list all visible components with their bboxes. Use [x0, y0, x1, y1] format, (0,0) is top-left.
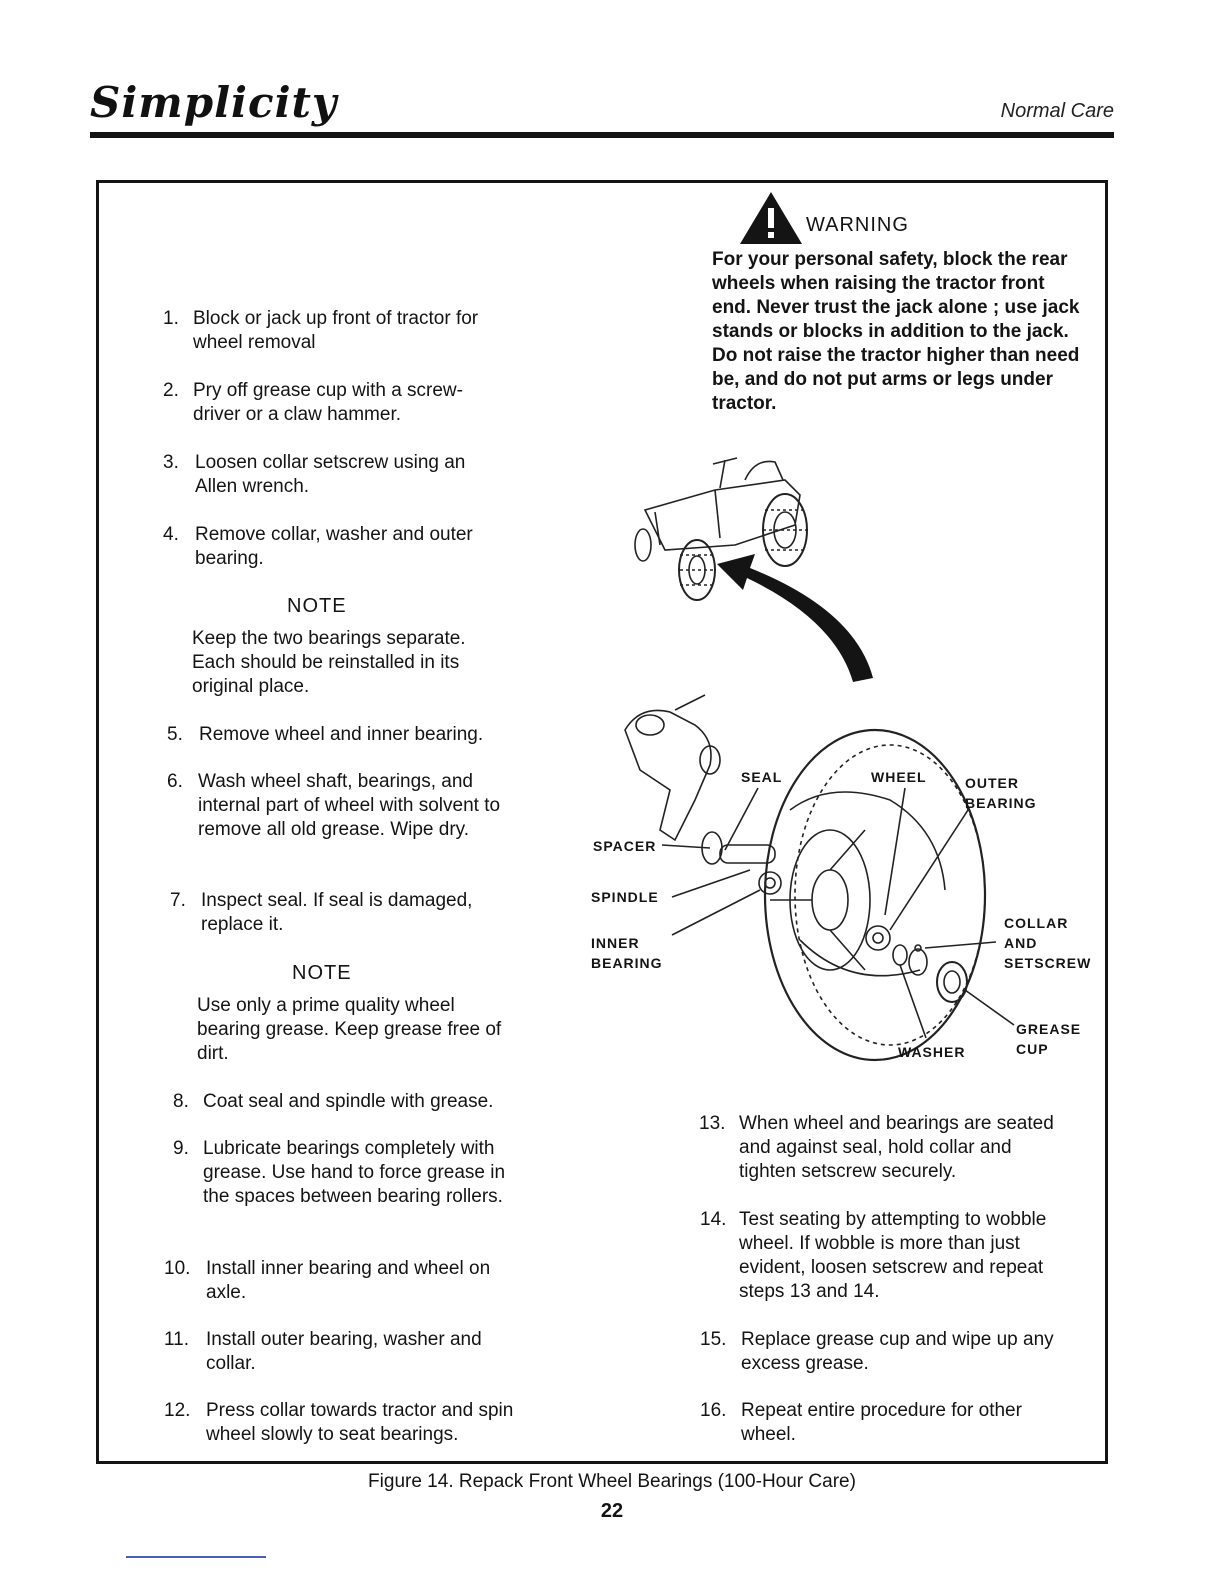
- step-number: 11.: [164, 1329, 190, 1350]
- note-text: Use only a prime quality wheel bearing grease. Keep grease free of dirt.: [197, 995, 502, 1064]
- step-number: 9.: [173, 1138, 189, 1159]
- label-washer: WASHER: [898, 1044, 966, 1060]
- step-1: [163, 307, 508, 355]
- step-15: [700, 1328, 1070, 1376]
- step-text: When wheel and bearings are seated and against seal, hold collar and tighten setscrew securely.: [739, 1113, 1054, 1182]
- step-text: Test seating by attempting to wobble wheel. If wobble is more than just evident, loosen setscrew and repeat steps 13 and 14.: [739, 1209, 1047, 1302]
- note-text: Keep the two bearings separate. Each should be reinstalled in its original place.: [192, 628, 466, 697]
- tractor-illustration: [625, 450, 885, 685]
- section-title: Normal Care: [1000, 100, 1114, 122]
- step-9: [173, 1137, 518, 1209]
- step-number: 1.: [163, 308, 179, 329]
- step-number: 7.: [170, 890, 186, 911]
- step-text: Install outer bearing, washer and collar.: [206, 1329, 482, 1374]
- step-text: Pry off grease cup with a screw-driver or a claw hammer.: [193, 380, 463, 425]
- step-number: 4.: [163, 524, 179, 545]
- step-number: 5.: [167, 724, 183, 745]
- step-number: 2.: [163, 380, 179, 401]
- page-number: 22: [600, 1500, 624, 1522]
- step-text: Install inner bearing and wheel on axle.: [206, 1258, 491, 1303]
- step-text: Loosen collar setscrew using an Allen wrench.: [195, 452, 466, 497]
- step-number: 12.: [164, 1400, 191, 1421]
- wheel-bearing-diagram: [600, 690, 1080, 1070]
- label-seal: SEAL: [741, 769, 783, 785]
- label-outer-bearing: OUTER BEARING: [965, 775, 1037, 811]
- footer-line: [126, 1556, 266, 1558]
- step-text: Inspect seal. If seal is damaged, replace it.: [201, 890, 473, 935]
- note-title: NOTE: [287, 595, 347, 617]
- label-inner-bearing: INNER BEARING: [591, 935, 663, 971]
- warning-icon: [738, 190, 804, 246]
- step-7: [170, 889, 515, 937]
- label-wheel: WHEEL: [871, 769, 927, 785]
- header-rule: [90, 132, 1114, 138]
- step-13: [699, 1112, 1069, 1184]
- step-text: Press collar towards tractor and spin wheel slowly to seat bearings.: [206, 1400, 514, 1445]
- step-14: [700, 1208, 1070, 1304]
- note-title: NOTE: [292, 962, 352, 984]
- brand-logo: Simplicity: [90, 78, 338, 127]
- step-number: 16.: [700, 1400, 727, 1421]
- step-8: [173, 1090, 533, 1114]
- step-text: Coat seal and spindle with grease.: [203, 1091, 494, 1112]
- step-number: 6.: [167, 771, 183, 792]
- step-6: [167, 770, 512, 842]
- label-grease-cup: GREASE CUP: [1016, 1021, 1082, 1057]
- warning-title: WARNING: [806, 214, 909, 236]
- step-2: [163, 379, 508, 427]
- warning-text: For your personal safety, block the rear wheels when raising the tractor front end. Never trust the jack alone ; use jack stands or blocks in addition to the jack. Do not raise the tractor higher than need be, and do not put arms or legs under tractor.: [712, 249, 1080, 414]
- label-collar-setscrew: COLLAR AND SETSCREW: [1004, 915, 1092, 971]
- step-text: Lubricate bearings completely with grease. Use hand to force grease in the spaces between bearing rollers.: [203, 1138, 506, 1207]
- step-text: Wash wheel shaft, bearings, and internal part of wheel with solvent to remove all old grease. Wipe dry.: [198, 771, 501, 840]
- step-number: 10.: [164, 1258, 191, 1279]
- label-spindle: SPINDLE: [591, 889, 659, 905]
- step-number: 13.: [699, 1113, 726, 1134]
- step-10: [164, 1257, 509, 1305]
- step-number: 8.: [173, 1091, 189, 1112]
- step-3: [163, 451, 508, 499]
- step-4: [163, 523, 508, 571]
- step-5: [167, 723, 512, 747]
- figure-caption: Figure 14. Repack Front Wheel Bearings (100-Hour Care): [368, 1471, 856, 1492]
- step-text: Remove wheel and inner bearing.: [199, 724, 484, 745]
- step-11: [164, 1328, 524, 1376]
- label-spacer: SPACER: [593, 838, 657, 854]
- step-number: 14.: [700, 1209, 727, 1230]
- step-number: 15.: [700, 1329, 727, 1350]
- step-text: Block or jack up front of tractor for wheel removal: [193, 308, 479, 353]
- step-number: 3.: [163, 452, 179, 473]
- step-text: Remove collar, washer and outer bearing.: [195, 524, 473, 569]
- step-text: Replace grease cup and wipe up any excess grease.: [741, 1329, 1054, 1374]
- step-text: Repeat entire procedure for other wheel.: [741, 1400, 1022, 1445]
- step-12: [164, 1399, 534, 1447]
- step-16: [700, 1399, 1070, 1447]
